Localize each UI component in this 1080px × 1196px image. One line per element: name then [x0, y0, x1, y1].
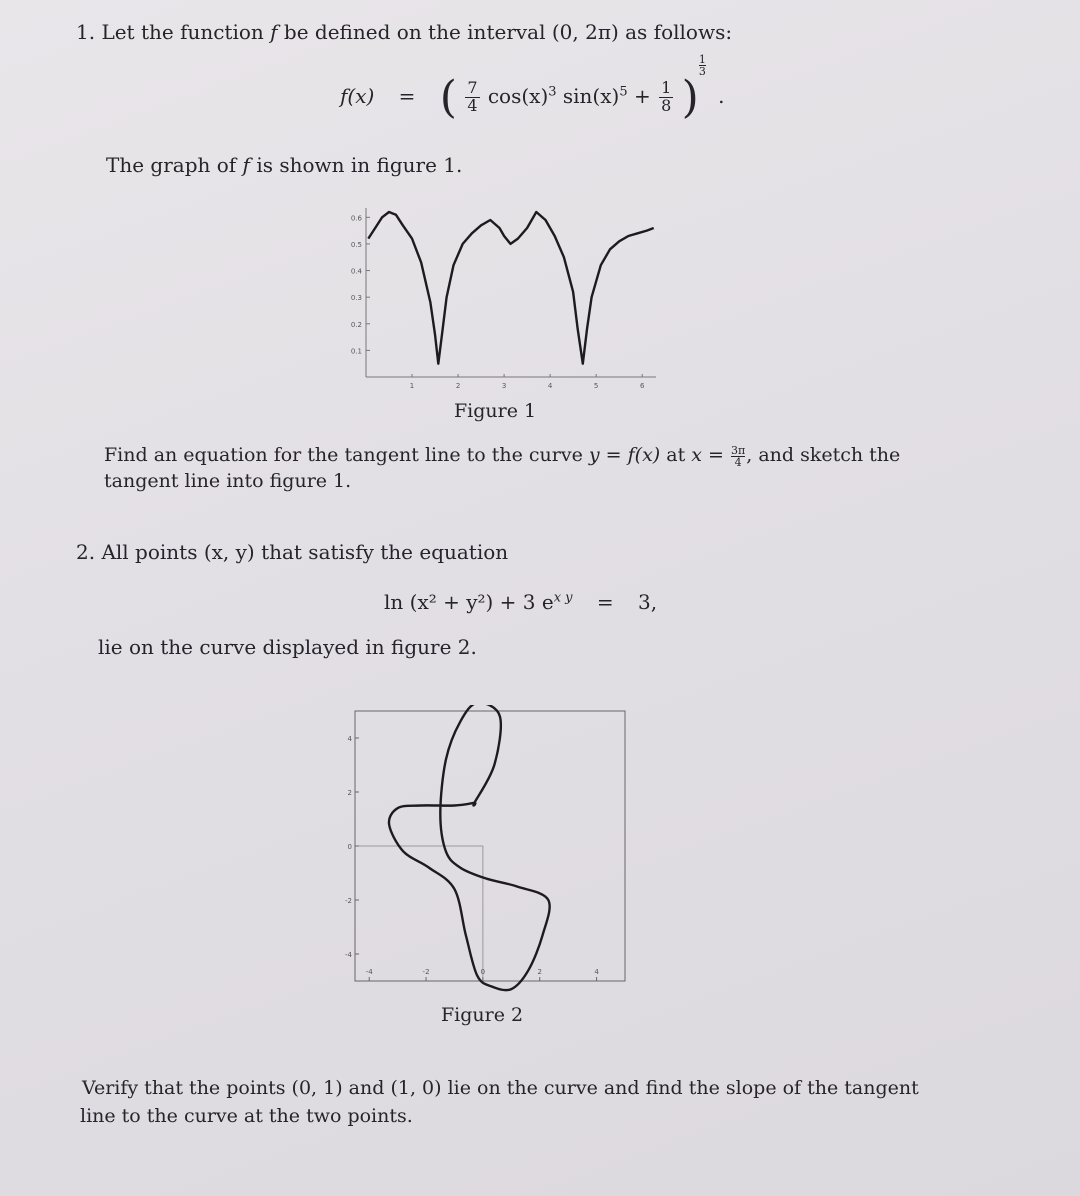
x-tick-label: 3 — [501, 382, 507, 390]
y-tick-label: 0.6 — [350, 214, 362, 223]
problem1-question-line2: tangent line into figure 1. — [104, 470, 352, 492]
y-tick-label: 0.5 — [350, 240, 362, 249]
figure-1-caption: Figure 1 — [454, 400, 537, 422]
function-formula: f(x) = ( $\frac{7}{4}$ $\cos(x)^3$ $\sin(x)^5$ + $\frac{1}{8}$ ) $\frac{1}{3}$ . — [340, 53, 725, 123]
y-tick-label: 0 — [347, 843, 352, 851]
x-tick-label: 0 — [480, 968, 486, 976]
y-tick-label: -2 — [345, 897, 352, 905]
figure-2-caption: Figure 2 — [441, 1004, 524, 1026]
x-tick-label: 4 — [594, 968, 599, 976]
x-tick-label: 5 — [593, 382, 599, 390]
x-tick-label: -2 — [422, 968, 430, 976]
formula-frac-1-8: $\frac{1}{8}$ — [661, 78, 672, 115]
x-tick-label: 2 — [537, 968, 542, 976]
problem2-intro: 2. All points (x, y) that satisfy the equation — [76, 540, 509, 564]
y-tick-label: 4 — [347, 735, 352, 743]
y-tick-label: 0.2 — [350, 320, 362, 329]
formula-outer-exponent: $\frac{1}{3}$ — [698, 53, 706, 78]
y-tick-label: 2 — [347, 789, 352, 797]
graph-note: The graph of f is shown in figure 1. — [106, 153, 463, 177]
y-tick-label: 0.1 — [350, 347, 362, 356]
figure-1-plot — [330, 205, 660, 405]
implicit-equation: ln (x² + y²) + 3 $e^{x y} = 3$, — [384, 590, 658, 614]
y-tick-label: 0.3 — [350, 294, 362, 303]
formula-equals: = — [398, 84, 416, 108]
problem1-intro: 1. Let the function f be defined on the interval (0, 2π) as follows: — [76, 20, 733, 44]
formula-lhs: f(x) — [340, 84, 375, 108]
figure-2-plot — [335, 705, 635, 1000]
x-tick-label: 1 — [409, 382, 415, 390]
curve-note: lie on the curve displayed in figure 2. — [98, 635, 477, 659]
f-curve — [368, 212, 653, 364]
problem2-question-line2: line to the curve at the two points. — [80, 1105, 413, 1127]
y-tick-label: -4 — [345, 951, 352, 959]
x-tick-label: -4 — [365, 968, 373, 976]
x-value-fraction: $\frac{3\pi}{4}$ — [731, 443, 746, 469]
x-tick-label: 6 — [639, 382, 645, 390]
x-tick-label: 4 — [547, 382, 553, 390]
problem1-question-line1: Find an equation for the tangent line to the curve y = f(x) at x = $\frac{3\pi}{4}$ , and sketch the — [104, 443, 901, 469]
x-tick-label: 2 — [455, 382, 461, 390]
problem2-question-line1: Verify that the points (0, 1) and (1, 0) lie on the curve and find the slope of the tangent — [82, 1077, 919, 1099]
y-tick-label: 0.4 — [350, 267, 362, 276]
implicit-curve — [389, 705, 550, 990]
formula-frac-7-4: $\frac{7}{4}$ — [467, 78, 478, 115]
